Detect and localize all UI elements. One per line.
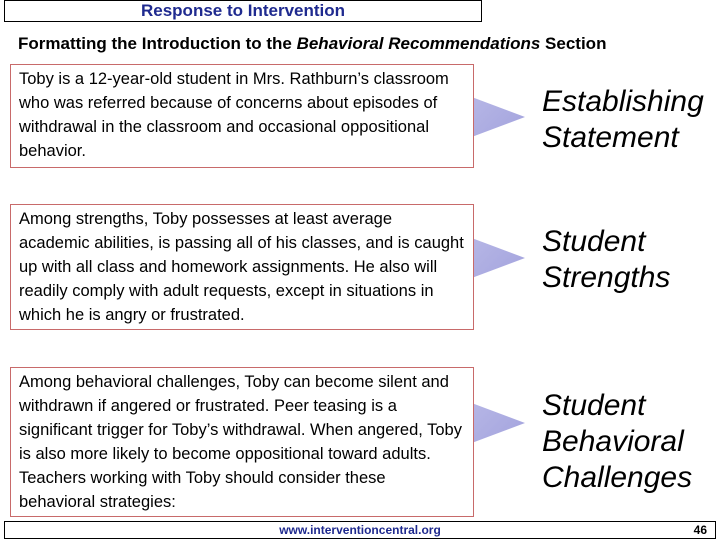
label-line: Statement [542, 121, 679, 154]
header-title: Response to Intervention [140, 1, 346, 20]
footer-url: www.interventioncentral.org [279, 523, 441, 537]
slide-title-suffix: Section [540, 34, 607, 53]
student-strengths-text: Among strengths, Toby possesses at least average academic abilities, is passing all of his classes, and is caught up with all class and homework assignments. He also will readily comply with adult requests, except in situations in which he is angry or frustrated. [19, 210, 464, 324]
page-number: 46 [693, 523, 707, 537]
student-behavioral-challenges-label [542, 388, 692, 496]
slide-title [18, 34, 658, 53]
label-line: Student [542, 225, 646, 258]
student-strengths-text-box [10, 204, 474, 330]
label-line: Student [542, 389, 646, 422]
establishing-statement-text-box [10, 64, 474, 168]
establishing-statement-label [542, 84, 704, 156]
footer-bar [4, 521, 716, 539]
student-behavioral-challenges-text-box [10, 367, 474, 517]
label-line: Strengths [542, 261, 671, 294]
student-strengths-label [542, 224, 670, 296]
label-line: Establishing [542, 85, 704, 118]
label-line: Challenges [542, 461, 693, 494]
slide-title-prefix: Formatting the Introduction to the [18, 34, 297, 53]
header-bar [4, 0, 482, 22]
label-line: Behavioral [542, 425, 684, 458]
establishing-statement-text: Toby is a 12-year-old student in Mrs. Rathburn’s classroom who was referred because of concerns about episodes of withdrawal in the classroom and occasional oppositional behavior. [19, 70, 449, 160]
student-behavioral-challenges-text: Among behavioral challenges, Toby can become silent and withdrawn if angered or frustrated. Peer teasing is a significant trigger for Toby’s withdrawal. When angered, Toby is also more likely to become oppositional toward adults. Teachers working with Toby should consider these behavioral strategies: [19, 373, 462, 511]
slide-title-emphasis: Behavioral Recommendations [296, 34, 541, 53]
